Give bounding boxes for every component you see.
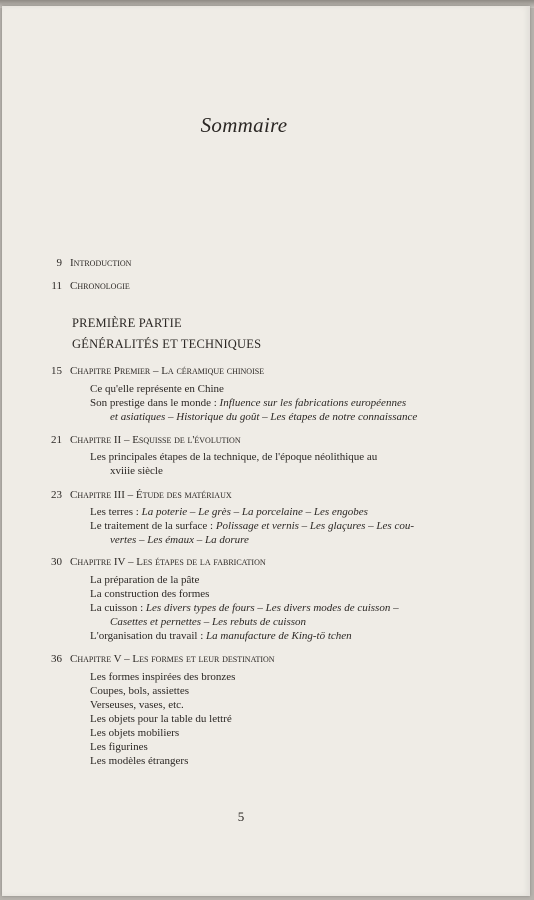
- subentry-continuation: Casettes et pernettes – Les rebuts de cuisson: [110, 616, 307, 628]
- list-item: Verseuses, vases, etc.: [90, 699, 184, 711]
- chapter-title: Chapitre Premier – La céramique chinoise: [70, 365, 265, 377]
- page-number: 11: [51, 280, 62, 292]
- subentry-continuation: xviiie siècle: [110, 465, 163, 477]
- list-item: Les modèles étrangers: [90, 755, 189, 767]
- chapter-title: Chapitre II – Esquisse de l'évolution: [70, 434, 241, 446]
- subentry: Ce qu'elle représente en Chine: [90, 383, 224, 395]
- subentry: L'organisation du travail : La manufacture de King-tö tchen: [90, 630, 352, 642]
- page-title: Sommaire: [200, 113, 288, 137]
- entry-label: Introduction: [70, 257, 132, 269]
- subentry: La préparation de la pâte: [90, 574, 200, 586]
- list-item: Les figurines: [90, 741, 148, 753]
- subentry: La construction des formes: [90, 588, 210, 600]
- subentry: La cuisson : Les divers types de fours – Les divers modes de cuisson –: [90, 602, 399, 614]
- subentry: Les principales étapes de la technique, de l'époque néolithique au: [90, 451, 378, 463]
- subentry-continuation: vertes – Les émaux – La dorure: [110, 534, 249, 546]
- page-number: 23: [51, 489, 62, 501]
- subentry-continuation: et asiatiques – Historique du goût – Les étapes de notre connaissance: [110, 411, 418, 423]
- list-item: Les objets mobiliers: [90, 727, 180, 739]
- page-number: 9: [56, 257, 62, 269]
- page-number: 30: [51, 556, 62, 568]
- subentry: Les terres : La poterie – Le grès – La porcelaine – Les engobes: [90, 506, 368, 518]
- chapter-title: Chapitre IV – Les étapes de la fabrication: [70, 556, 266, 568]
- part-number-heading: PREMIÈRE PARTIE: [72, 316, 182, 330]
- page-folio-number: 5: [237, 809, 245, 824]
- chapter-title: Chapitre V – Les formes et leur destination: [70, 653, 275, 665]
- page-number: 15: [51, 365, 62, 377]
- chapter-title: Chapitre III – Étude des matériaux: [70, 489, 232, 501]
- entry-label: Chronologie: [70, 280, 130, 292]
- subentry: Son prestige dans le monde : Influence sur les fabrications européennes: [90, 397, 407, 409]
- page-number: 21: [51, 434, 62, 446]
- list-item: Coupes, bols, assiettes: [90, 685, 189, 697]
- book-page: [2, 6, 530, 896]
- page-number: 36: [51, 653, 62, 665]
- part-title-heading: GÉNÉRALITÉS ET TECHNIQUES: [72, 337, 262, 351]
- subentry: Le traitement de la surface : Polissage et vernis – Les glaçures – Les cou-: [90, 520, 415, 532]
- list-item: Les objets pour la table du lettré: [90, 713, 232, 725]
- list-item: Les formes inspirées des bronzes: [90, 671, 236, 683]
